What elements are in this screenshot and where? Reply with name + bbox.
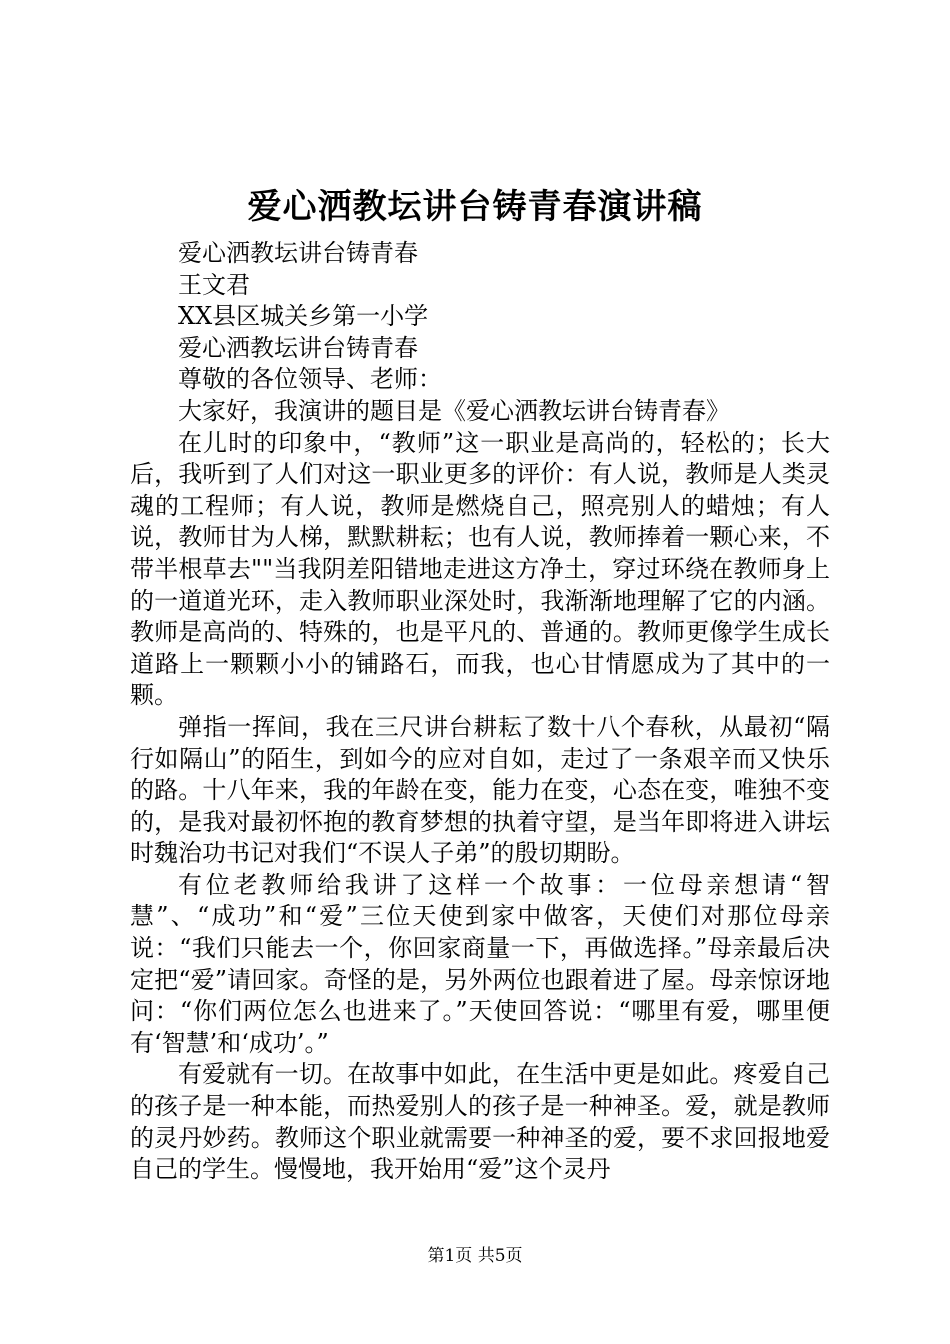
page-number: 第1页 共5页 [427,1246,523,1266]
document-title: 爱心洒教坛讲台铸青春演讲稿 [247,187,703,227]
paragraph-author: 王文君 [178,270,250,299]
paragraph-body: 在儿时的印象中，“教师”这一职业是高尚的，轻松的；长大后，我听到了人们对这一职业更多的评价：有人说，教师是人类灵魂的工程师；有人说，教师是燃烧自己，照亮别人的蜡烛；有人说，教师甘为人梯，默默耕耘；也有人说，教师捧着一颗心来，不带半根草去""当我阴差阳错地走进这方净土，穿过环绕在教师身上的一道道光环，走入教师职业深处时，我渐渐地理解了它的内涵。教师是高尚的、特殊的，也是平凡的、普通的。教师更像学生成长道路上一颗颗小小的铺路石，而我，也心甘情愿成为了其中的一颗。 [130,428,830,710]
paragraph-subtitle-repeat: 爱心洒教坛讲台铸青春 [178,333,418,362]
paragraph-body: 弹指一挥间，我在三尺讲台耕耘了数十八个春秋，从最初“隔行如隔山”的陌生，到如今的应对自如，走过了一条艰辛而又快乐的路。十八年来，我的年龄在变，能力在变，心态在变，唯独不变的，是我对最初怀抱的教育梦想的执着守望，是当年即将进入讲坛时魏治功书记对我们“不误人子弟”的殷切期盼。 [130,712,830,868]
paragraph-body: 有爱就有一切。在故事中如此，在生活中更是如此。疼爱自己的孩子是一种本能，而热爱别人的孩子是一种神圣。爱，就是教师的灵丹妙药。教师这个职业就需要一种神圣的爱，要不求回报地爱自己的学生。慢慢地，我开始用“爱”这个灵丹 [130,1060,830,1184]
paragraph-subtitle: 爱心洒教坛讲台铸青春 [178,239,418,267]
paragraph-body: 有位老教师给我讲了这样一个故事：一位母亲想请“智慧”、“成功”和“爱”三位天使到家中做客，天使们对那位母亲说：“我们只能去一个，你回家商量一下，再做选择。”母亲最后决定把“爱”请回家。奇怪的是，另外两位也跟着进了屋。母亲惊讶地问：“你们两位怎么也进来了。”天使回答说：“哪里有爱，哪里便有‘智慧’和‘成功’。” [130,870,830,1057]
document-body [130,238,830,1186]
paragraph-school: XX县区城关乡第一小学 [178,302,429,331]
paragraph-salutation: 尊敬的各位领导、老师： [178,365,442,394]
paragraph-greeting: 大家好，我演讲的题目是《爱心洒教坛讲台铸青春》 [178,396,730,425]
